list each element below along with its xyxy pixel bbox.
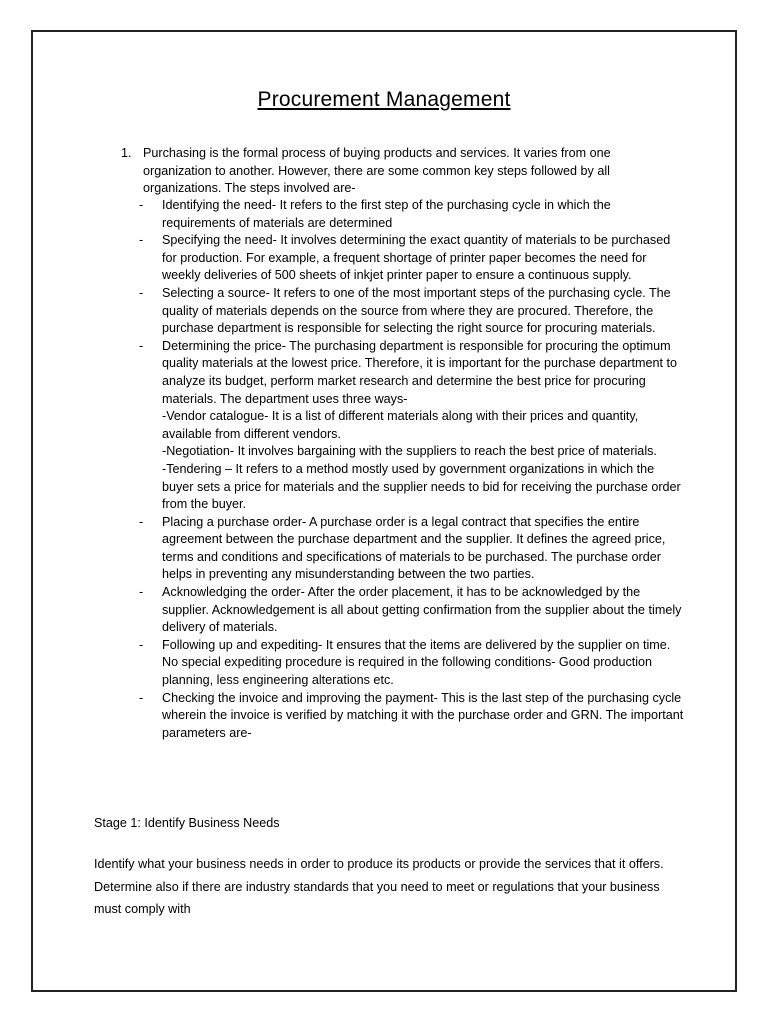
step-text: Determining the price- The purchasing department is responsible for procuring the optimum quality materials at the lowest price. Therefore, it is important for the purchase department to analyze its budget, perform market research and determine the best price for procuring materials. The department uses three ways- (162, 338, 677, 406)
list-item (139, 197, 684, 232)
list-item (139, 637, 684, 690)
stage-heading: Stage 1: Identify Business Needs (94, 816, 280, 830)
dash-bullet: - (139, 198, 144, 212)
step-text: Specifying the need- It involves determining the exact quantity of materials to be purchased for production. For example, a frequent shortage of printer paper becomes the need for weekly deliveries of 500 sheets of inkjet printer paper to ensure a continuous supply. (162, 233, 671, 283)
step-text: Selecting a source- It refers to one of the most important steps of the purchasing cycle. The quality of materials depends on the source from where they are procured. Therefore, the purchase department is responsible for selecting the right source for procuring materials. (162, 285, 671, 336)
document-title: Procurement Management (257, 88, 511, 111)
dash-bullet: - (139, 690, 144, 705)
step-text: Identifying the need- It refers to the first step of the purchasing cycle in which the requirements of materials are determined (162, 198, 611, 230)
list-item (139, 514, 684, 584)
step-text: Checking the invoice and improving the payment- This is the last step of the purchasing cycle wherein the invoice is verified by matching it with the purchase order and GRN. The important parameters are- (162, 690, 684, 740)
list-item (139, 232, 684, 285)
item-intro: Purchasing is the formal process of buying products and services. It varies from one organization to another. However, there are some common key steps followed by all organizations. The steps involved are- (143, 146, 611, 196)
sub-item-tendering: -Tendering – It refers to a method mostly used by government organizations in which the buyer sets a price for materials and the supplier needs to bid for receiving the purchase order from the buyer. (162, 461, 681, 512)
step-text: Following up and expediting- It ensures that the items are delivered by the supplier on time. No special expediting procedure is required in the following conditions- Good production planning, less engineering alterations etc. (162, 637, 671, 688)
dash-bullet: - (139, 514, 144, 529)
list-item (139, 584, 684, 637)
dash-bullet: - (139, 233, 144, 248)
step-text: Placing a purchase order- A purchase order is a legal contract that specifies the entire agreement between the purchase department and the supplier. It defines the agreed price, terms and conditions and specifications of materials to be purchased. The purchase order helps in preventing any misunderstanding between the two parties. (162, 514, 666, 582)
step-text: Acknowledging the order- After the order placement, it has to be acknowledged by the supplier. Acknowledgement is all about getting confirmation from the supplier about the timely delivery of materials. (162, 585, 682, 635)
dash-bullet: - (139, 338, 144, 353)
dash-bullet: - (139, 585, 144, 600)
list-item (139, 690, 684, 743)
steps-list (139, 197, 684, 742)
list-item (139, 285, 684, 338)
dash-bullet: - (139, 285, 144, 300)
dash-bullet: - (139, 637, 144, 652)
sub-item-vendor-catalogue: -Vendor catalogue- It is a list of different materials along with their prices and quantity, available from different vendors. (162, 409, 639, 441)
sub-item-negotiation: -Negotiation- It involves bargaining with the suppliers to reach the best price of materials. (162, 444, 657, 459)
list-item (139, 338, 684, 514)
item-number: 1. (121, 146, 132, 160)
stage-paragraph: Identify what your business needs in order to produce its products or provide the services that it offers. Determine also if there are industry standards that you need to meet or regulations that your business must comply with (94, 857, 664, 917)
